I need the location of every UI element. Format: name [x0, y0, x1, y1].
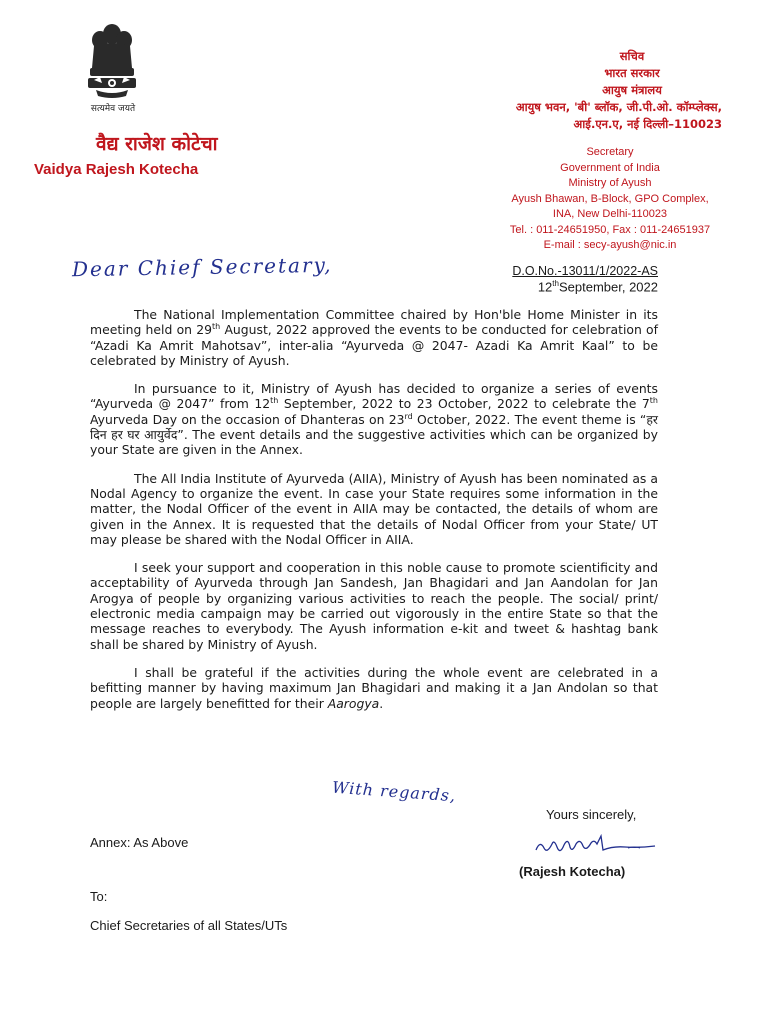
paragraph-text: I shall be grateful if the activities during the whole event are celebrated in a befitting manner by having maximum Jan Bhagidari and making it a Jan Andolan so that people are largely benefitted for their [90, 664, 658, 711]
address-line: Ministry of Ayush [568, 177, 652, 189]
body-paragraph [90, 471, 658, 547]
body-paragraph [90, 307, 658, 368]
paragraph-text: th [270, 396, 279, 406]
signatory-name: (Rajesh Kotecha) [519, 864, 626, 879]
sender-name-english: Vaidya Rajesh Kotecha [34, 161, 199, 178]
reference-number: D.O.No.-13011/1/2022-AS [512, 264, 658, 278]
to-label: To: [90, 889, 108, 904]
emblem-motto: सत्यमेव जयते [90, 104, 136, 114]
address-line: सचिव [619, 49, 645, 63]
address-line: Government of India [560, 161, 660, 174]
address-line: E-mail : secy-ayush@nic.in [543, 239, 677, 251]
body-paragraph [90, 665, 658, 711]
letter-date [538, 279, 658, 294]
address-line: Tel. : 011-24651950, Fax : 011-24651937 [509, 223, 711, 236]
paragraph-text: The National Implementation Committee chaired by Hon'ble Home Minister in its meeting held on 29 [90, 307, 658, 338]
paragraph-text: The All India Institute of Ayurveda (AIIA), Ministry of Ayush has been nominated as a Nodal Agency to organize the event. In case your State requires some information in the matter, the Nodal Officer of the event in AIIA may be contacted, the details of whom are given in the Annex. It is requested that the details of Nodal Officer from your State/ UT may please be shared with the Nodal Officer in AIIA. [90, 470, 658, 547]
paragraph-text: th [212, 322, 221, 332]
address-line: आयुष मंत्रालय [602, 83, 662, 97]
paragraph-text: th [649, 396, 658, 406]
paragraph-text: Aarogya [327, 695, 380, 711]
paragraph-text: August, 2022 approved the events to be conducted for celebration of “Azadi Ka Amrit Mahotsav”, inter-alia “Ayurveda @ 2047- Azadi Ka Amrit Kaal” to be celebrated by Ministry of Ayush. [90, 322, 658, 368]
handwritten-salutation: Dear Chief Secretary, [71, 252, 333, 282]
date-day: 12 [537, 279, 553, 295]
annex-note: Annex: As Above [90, 835, 189, 850]
address-block-hindi [422, 48, 722, 133]
paragraph-text: rd [404, 411, 413, 421]
handwritten-regards: With regards, [331, 777, 457, 806]
closing: Yours sincerely, [546, 807, 637, 822]
address-line: INA, New Delhi-110023 [552, 208, 668, 220]
address-block-english [480, 145, 740, 254]
paragraph-text: I seek your support and cooperation in this noble cause to promote scientificity and acceptability of Ayurveda through Jan Sandesh, Jan Bhagidari and Jan Aandolan for Jan Arogya of people by organizing various activities to reach the people. The social/ print/ electronic media campaign may be carried out vigorously in the entire State so that the message reaches to everybody. The Ayush information e-kit and tweet & hashtag bank shall be shared by Ministry of Ayush. [90, 560, 658, 652]
letter-body [90, 307, 658, 724]
national-emblem-icon [80, 20, 144, 112]
address-line: आई.एन.ए, नई दिल्ली–110023 [573, 117, 722, 131]
body-paragraph [90, 381, 658, 457]
paragraph-text: September, 2022 to 23 October, 2022 to celebrate the 7 [278, 396, 650, 412]
recipients: Chief Secretaries of all States/UTs [90, 918, 288, 933]
address-line: भारत सरकार [604, 66, 660, 80]
date-suffix: th [552, 279, 559, 288]
sender-name-hindi: वैद्य राजेश कोटेचा [96, 133, 218, 155]
body-paragraph [90, 560, 658, 652]
handwritten-signature [532, 834, 682, 860]
paragraph-text: October, 2022. The event theme is “हर दिन हर घर आयुर्वेद”. The event details and the suggestive activities which can be organized by your State are given in the Annex. [90, 411, 658, 458]
date-rest: September, 2022 [558, 279, 658, 295]
paragraph-text: . [379, 695, 384, 711]
paragraph-text: In pursuance to it, Ministry of Ayush has decided to organize a series of events “Ayurveda @ 2047” from 12 [90, 381, 658, 412]
paragraph-text: Ayurveda Day on the occasion of Dhanteras on 23 [90, 411, 405, 427]
address-line: आयुष भवन, 'बी' ब्लॉक, जी.पी.ओ. कॉम्प्लेक्स, [515, 100, 722, 114]
address-line: Secretary [586, 146, 634, 158]
address-line: Ayush Bhawan, B-Block, GPO Complex, [511, 192, 709, 205]
